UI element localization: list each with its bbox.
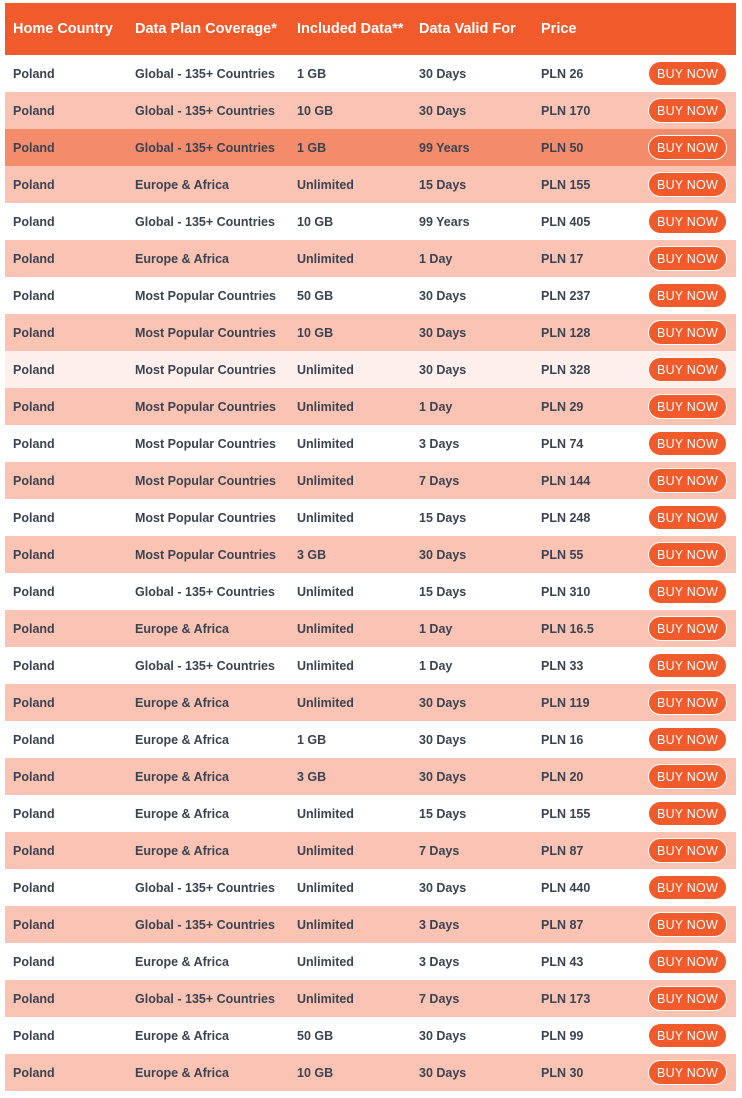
cell-action <box>639 320 736 345</box>
cell-valid-for: 30 Days <box>419 103 467 118</box>
cell-coverage: Global - 135+ Countries <box>135 214 275 229</box>
header-home-country: Home Country <box>13 21 113 37</box>
cell-coverage: Europe & Africa <box>135 843 230 858</box>
cell-action <box>639 468 736 493</box>
cell-coverage: Most Popular Countries <box>135 325 276 340</box>
buy-now-button[interactable]: BUY NOW <box>648 172 727 197</box>
cell-included-data: 1 GB <box>297 140 327 155</box>
cell-action <box>639 653 736 678</box>
cell-included-data: Unlimited <box>297 584 354 599</box>
cell-coverage: Global - 135+ Countries <box>135 658 275 673</box>
cell-included-data: 50 GB <box>297 288 334 303</box>
cell-price: PLN 87 <box>541 917 584 932</box>
table-row <box>5 869 736 906</box>
table-row <box>5 92 736 129</box>
buy-now-button[interactable]: BUY NOW <box>648 246 727 271</box>
cell-action <box>639 135 736 160</box>
buy-now-button[interactable]: BUY NOW <box>648 801 727 826</box>
cell-home-country: Poland <box>13 288 55 303</box>
cell-coverage: Europe & Africa <box>135 1028 230 1043</box>
cell-price: PLN 55 <box>541 547 584 562</box>
cell-price: PLN 328 <box>541 362 591 377</box>
cell-coverage: Europe & Africa <box>135 1065 230 1080</box>
cell-action <box>639 431 736 456</box>
cell-home-country: Poland <box>13 1028 55 1043</box>
cell-price: PLN 440 <box>541 880 591 895</box>
cell-coverage: Most Popular Countries <box>135 362 276 377</box>
buy-now-button[interactable]: BUY NOW <box>648 320 727 345</box>
cell-included-data: 10 GB <box>297 103 334 118</box>
cell-included-data: Unlimited <box>297 954 354 969</box>
cell-included-data: 10 GB <box>297 1065 334 1080</box>
cell-valid-for: 30 Days <box>419 1028 467 1043</box>
cell-included-data: Unlimited <box>297 658 354 673</box>
cell-included-data: Unlimited <box>297 621 354 636</box>
cell-price: PLN 99 <box>541 1028 584 1043</box>
cell-valid-for: 30 Days <box>419 1065 467 1080</box>
cell-action <box>639 764 736 789</box>
table-row <box>5 573 736 610</box>
buy-now-button[interactable]: BUY NOW <box>648 838 727 863</box>
cell-valid-for: 7 Days <box>419 843 460 858</box>
cell-valid-for: 3 Days <box>419 917 460 932</box>
cell-home-country: Poland <box>13 621 55 636</box>
cell-valid-for: 30 Days <box>419 769 467 784</box>
header-valid-for: Data Valid For <box>419 21 516 37</box>
buy-now-button[interactable]: BUY NOW <box>648 1060 727 1085</box>
buy-now-button[interactable]: BUY NOW <box>648 135 727 160</box>
cell-action <box>639 838 736 863</box>
cell-price: PLN 17 <box>541 251 584 266</box>
buy-now-button[interactable]: BUY NOW <box>648 764 727 789</box>
buy-now-button[interactable]: BUY NOW <box>648 357 727 382</box>
table-row <box>5 240 736 277</box>
cell-price: PLN 16 <box>541 732 584 747</box>
cell-home-country: Poland <box>13 473 55 488</box>
cell-home-country: Poland <box>13 695 55 710</box>
table-row <box>5 1017 736 1054</box>
cell-action <box>639 98 736 123</box>
cell-action <box>639 283 736 308</box>
cell-valid-for: 7 Days <box>419 991 460 1006</box>
cell-included-data: Unlimited <box>297 695 354 710</box>
cell-coverage: Most Popular Countries <box>135 288 276 303</box>
cell-valid-for: 30 Days <box>419 695 467 710</box>
cell-home-country: Poland <box>13 880 55 895</box>
cell-price: PLN 128 <box>541 325 591 340</box>
header-included-data: Included Data** <box>297 21 404 37</box>
cell-included-data: Unlimited <box>297 399 354 414</box>
cell-home-country: Poland <box>13 436 55 451</box>
cell-price: PLN 155 <box>541 177 591 192</box>
cell-coverage: Most Popular Countries <box>135 547 276 562</box>
cell-action <box>639 690 736 715</box>
header-price: Price <box>541 21 577 37</box>
cell-coverage: Europe & Africa <box>135 695 230 710</box>
table-row <box>5 203 736 240</box>
cell-price: PLN 43 <box>541 954 584 969</box>
cell-action <box>639 209 736 234</box>
cell-home-country: Poland <box>13 584 55 599</box>
cell-included-data: Unlimited <box>297 991 354 1006</box>
cell-coverage: Europe & Africa <box>135 251 230 266</box>
cell-home-country: Poland <box>13 843 55 858</box>
table-row <box>5 906 736 943</box>
cell-action <box>639 727 736 752</box>
table-row <box>5 1054 736 1091</box>
cell-included-data: Unlimited <box>297 436 354 451</box>
cell-included-data: Unlimited <box>297 510 354 525</box>
cell-action <box>639 246 736 271</box>
buy-now-button[interactable]: BUY NOW <box>648 505 727 530</box>
cell-valid-for: 30 Days <box>419 732 467 747</box>
cell-action <box>639 616 736 641</box>
buy-now-button[interactable]: BUY NOW <box>648 542 727 567</box>
table-row <box>5 462 736 499</box>
cell-price: PLN 74 <box>541 436 584 451</box>
cell-included-data: Unlimited <box>297 843 354 858</box>
buy-now-button[interactable]: BUY NOW <box>648 98 727 123</box>
cell-valid-for: 99 Years <box>419 214 470 229</box>
cell-action <box>639 579 736 604</box>
cell-price: PLN 170 <box>541 103 591 118</box>
cell-home-country: Poland <box>13 547 55 562</box>
buy-now-button[interactable]: BUY NOW <box>648 579 727 604</box>
cell-action <box>639 505 736 530</box>
buy-now-button[interactable]: BUY NOW <box>648 653 727 678</box>
cell-home-country: Poland <box>13 510 55 525</box>
table-row <box>5 795 736 832</box>
cell-valid-for: 30 Days <box>419 288 467 303</box>
cell-home-country: Poland <box>13 66 55 81</box>
cell-coverage: Europe & Africa <box>135 621 230 636</box>
cell-home-country: Poland <box>13 769 55 784</box>
table-row <box>5 647 736 684</box>
cell-valid-for: 3 Days <box>419 436 460 451</box>
cell-price: PLN 50 <box>541 140 584 155</box>
table-row <box>5 832 736 869</box>
cell-coverage: Global - 135+ Countries <box>135 103 275 118</box>
cell-included-data: Unlimited <box>297 177 354 192</box>
cell-included-data: Unlimited <box>297 473 354 488</box>
cell-action <box>639 542 736 567</box>
cell-coverage: Most Popular Countries <box>135 436 276 451</box>
cell-home-country: Poland <box>13 362 55 377</box>
table-row <box>5 684 736 721</box>
table-row <box>5 721 736 758</box>
buy-now-button[interactable]: BUY NOW <box>648 394 727 419</box>
cell-price: PLN 155 <box>541 806 591 821</box>
cell-coverage: Europe & Africa <box>135 177 230 192</box>
cell-included-data: 1 GB <box>297 732 327 747</box>
cell-action <box>639 172 736 197</box>
cell-home-country: Poland <box>13 214 55 229</box>
cell-home-country: Poland <box>13 1065 55 1080</box>
cell-home-country: Poland <box>13 251 55 266</box>
table-row <box>5 610 736 647</box>
cell-included-data: Unlimited <box>297 880 354 895</box>
data-plans-table <box>5 3 736 1091</box>
cell-action <box>639 1023 736 1048</box>
table-row <box>5 499 736 536</box>
table-row <box>5 980 736 1017</box>
cell-included-data: 50 GB <box>297 1028 334 1043</box>
cell-home-country: Poland <box>13 325 55 340</box>
cell-coverage: Global - 135+ Countries <box>135 880 275 895</box>
table-row <box>5 425 736 462</box>
cell-home-country: Poland <box>13 991 55 1006</box>
cell-price: PLN 237 <box>541 288 591 303</box>
cell-price: PLN 29 <box>541 399 584 414</box>
cell-action <box>639 394 736 419</box>
cell-included-data: 1 GB <box>297 66 327 81</box>
buy-now-button[interactable]: BUY NOW <box>648 875 727 900</box>
cell-coverage: Europe & Africa <box>135 954 230 969</box>
table-row <box>5 758 736 795</box>
buy-now-button[interactable]: BUY NOW <box>648 283 727 308</box>
cell-coverage: Global - 135+ Countries <box>135 584 275 599</box>
cell-valid-for: 99 Years <box>419 140 470 155</box>
cell-valid-for: 30 Days <box>419 880 467 895</box>
cell-price: PLN 173 <box>541 991 591 1006</box>
cell-included-data: 3 GB <box>297 547 327 562</box>
cell-coverage: Global - 135+ Countries <box>135 66 275 81</box>
buy-now-button[interactable]: BUY NOW <box>648 986 727 1011</box>
cell-included-data: Unlimited <box>297 251 354 266</box>
cell-valid-for: 30 Days <box>419 66 467 81</box>
cell-action <box>639 357 736 382</box>
table-row <box>5 277 736 314</box>
cell-home-country: Poland <box>13 806 55 821</box>
cell-home-country: Poland <box>13 103 55 118</box>
cell-coverage: Most Popular Countries <box>135 510 276 525</box>
cell-price: PLN 26 <box>541 66 584 81</box>
buy-now-button[interactable]: BUY NOW <box>648 912 727 937</box>
cell-home-country: Poland <box>13 177 55 192</box>
cell-coverage: Europe & Africa <box>135 732 230 747</box>
cell-valid-for: 30 Days <box>419 547 467 562</box>
cell-price: PLN 87 <box>541 843 584 858</box>
cell-valid-for: 15 Days <box>419 510 467 525</box>
cell-home-country: Poland <box>13 658 55 673</box>
buy-now-button[interactable]: BUY NOW <box>648 690 727 715</box>
cell-valid-for: 15 Days <box>419 806 467 821</box>
cell-included-data: Unlimited <box>297 806 354 821</box>
cell-included-data: 10 GB <box>297 325 334 340</box>
cell-valid-for: 1 Day <box>419 399 453 414</box>
cell-included-data: 10 GB <box>297 214 334 229</box>
buy-now-button[interactable]: BUY NOW <box>648 616 727 641</box>
cell-home-country: Poland <box>13 917 55 932</box>
cell-included-data: Unlimited <box>297 362 354 377</box>
cell-valid-for: 1 Day <box>419 658 453 673</box>
cell-valid-for: 7 Days <box>419 473 460 488</box>
cell-price: PLN 119 <box>541 695 590 710</box>
table-header <box>5 3 736 55</box>
buy-now-button[interactable]: BUY NOW <box>648 727 727 752</box>
cell-home-country: Poland <box>13 140 55 155</box>
table-row <box>5 166 736 203</box>
cell-coverage: Europe & Africa <box>135 769 230 784</box>
cell-price: PLN 310 <box>541 584 591 599</box>
cell-valid-for: 30 Days <box>419 362 467 377</box>
cell-valid-for: 30 Days <box>419 325 467 340</box>
cell-coverage: Europe & Africa <box>135 806 230 821</box>
cell-price: PLN 30 <box>541 1065 584 1080</box>
table-row <box>5 129 736 166</box>
cell-action <box>639 875 736 900</box>
cell-action <box>639 801 736 826</box>
buy-now-button[interactable]: BUY NOW <box>648 209 727 234</box>
cell-action <box>639 912 736 937</box>
cell-coverage: Most Popular Countries <box>135 473 276 488</box>
cell-home-country: Poland <box>13 399 55 414</box>
header-coverage: Data Plan Coverage* <box>135 21 277 37</box>
cell-included-data: 3 GB <box>297 769 327 784</box>
buy-now-button[interactable]: BUY NOW <box>648 468 727 493</box>
cell-action <box>639 949 736 974</box>
cell-included-data: Unlimited <box>297 917 354 932</box>
cell-valid-for: 1 Day <box>419 251 453 266</box>
buy-now-button[interactable]: BUY NOW <box>648 1023 727 1048</box>
cell-price: PLN 33 <box>541 658 584 673</box>
cell-home-country: Poland <box>13 732 55 747</box>
table-row <box>5 314 736 351</box>
cell-valid-for: 15 Days <box>419 177 467 192</box>
buy-now-button[interactable]: BUY NOW <box>648 431 727 456</box>
table-body <box>5 55 736 1091</box>
cell-home-country: Poland <box>13 954 55 969</box>
cell-valid-for: 1 Day <box>419 621 453 636</box>
cell-price: PLN 405 <box>541 214 591 229</box>
cell-coverage: Global - 135+ Countries <box>135 917 275 932</box>
cell-price: PLN 248 <box>541 510 591 525</box>
cell-valid-for: 3 Days <box>419 954 460 969</box>
cell-coverage: Global - 135+ Countries <box>135 991 275 1006</box>
table-row <box>5 388 736 425</box>
table-row <box>5 55 736 92</box>
cell-coverage: Global - 135+ Countries <box>135 140 275 155</box>
cell-coverage: Most Popular Countries <box>135 399 276 414</box>
buy-now-button[interactable]: BUY NOW <box>648 949 727 974</box>
table-row <box>5 943 736 980</box>
cell-price: PLN 20 <box>541 769 584 784</box>
cell-action <box>639 61 736 86</box>
buy-now-button[interactable]: BUY NOW <box>648 61 727 86</box>
cell-price: PLN 16.5 <box>541 621 594 636</box>
cell-action <box>639 1060 736 1085</box>
table-row <box>5 351 736 388</box>
table-row <box>5 536 736 573</box>
cell-price: PLN 144 <box>541 473 591 488</box>
cell-valid-for: 15 Days <box>419 584 467 599</box>
cell-action <box>639 986 736 1011</box>
